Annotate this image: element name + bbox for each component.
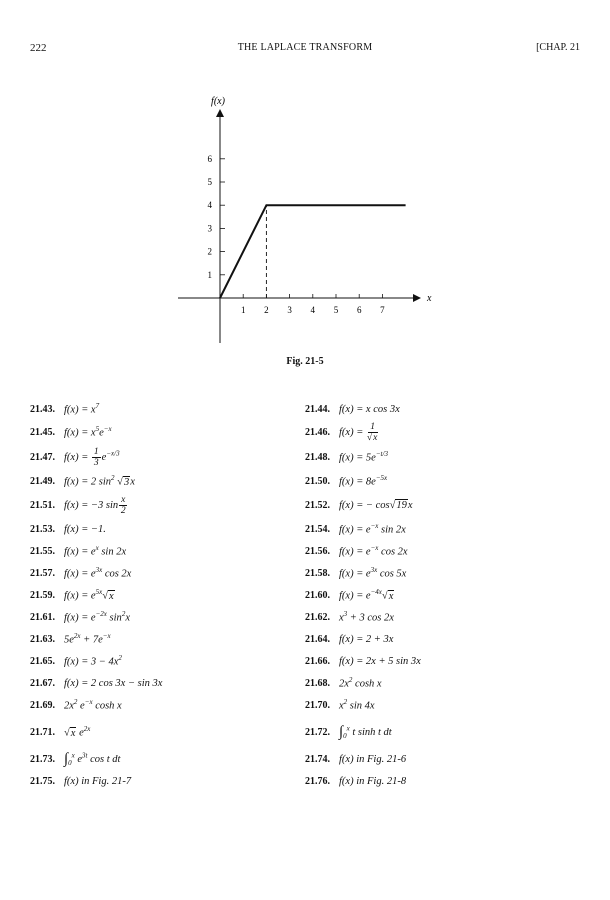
x-tick-label: 5	[333, 305, 339, 315]
problem-item	[305, 566, 580, 580]
problem-row	[30, 562, 580, 584]
x-tick-label: 7	[380, 305, 385, 315]
problem-expression: $2x^2$ $e^{-x}$ cosh x	[64, 698, 122, 712]
problem-expression: f(x) = $\frac{1}{√x}$	[339, 421, 378, 443]
problem-item	[30, 544, 305, 558]
problem-row	[30, 748, 580, 770]
problem-item	[30, 725, 305, 739]
page-number: 222	[30, 42, 47, 54]
problem-item	[305, 588, 580, 602]
problem-row	[30, 716, 580, 748]
x-tick-label: 2	[264, 305, 269, 315]
problem-number: 21.56.	[305, 545, 330, 557]
problem-item	[305, 754, 580, 765]
problem-expression: $x^3 + 3$ cos 2x	[339, 610, 394, 624]
problem-row	[30, 518, 580, 540]
figure-caption: Fig. 21-5	[286, 356, 324, 367]
problem-expression: f(x) = $\frac{1}{3}$ $e^{-x/3}$	[64, 446, 120, 468]
problem-item	[305, 522, 580, 536]
problem-expression: $\int_0^x$ t sinh t dt	[339, 723, 392, 740]
problem-item	[305, 500, 580, 511]
y-tick-label: 6	[207, 153, 212, 164]
problem-number: 21.55.	[30, 545, 55, 557]
problem-item	[305, 422, 580, 443]
problem-number: 21.43.	[30, 403, 55, 415]
chapter-label: [CHAP. 21	[536, 42, 580, 53]
problem-item	[30, 698, 305, 712]
problem-expression: f(x) in Fig. 21-6	[339, 753, 407, 765]
problem-row	[30, 398, 580, 420]
problem-row	[30, 470, 580, 492]
problem-expression: f(x) = −3 sin $\frac{x}{2}$	[64, 494, 126, 516]
problem-item	[305, 698, 580, 712]
problem-number: 21.74.	[305, 753, 330, 765]
problem-number: 21.73.	[30, 753, 55, 765]
figure-21-5	[0, 0, 610, 350]
x-axis-label: x	[427, 293, 432, 304]
problem-expression: f(x) = −1.	[64, 523, 106, 535]
problem-row	[30, 420, 580, 444]
y-tick-label: 4	[207, 200, 212, 211]
x-tick-label: 6	[356, 305, 362, 315]
problem-item	[30, 447, 305, 468]
problem-expression: f(x) in Fig. 21-8	[339, 775, 407, 787]
problem-number: 21.59.	[30, 589, 55, 601]
problem-number: 21.69.	[30, 699, 55, 711]
problem-number: 21.49.	[30, 475, 55, 487]
problem-row	[30, 694, 580, 716]
y-tick-label: 1	[207, 269, 212, 280]
problem-expression: $f(x) = e^{-4x}√x$	[339, 588, 394, 602]
problem-expression: f(x) = 2 cos 3x − sin 3x	[64, 677, 163, 689]
problem-number: 21.63.	[30, 633, 55, 645]
problem-expression: $f(x) = e^{5x}√x$	[64, 588, 114, 602]
x-tick-label: 1	[240, 305, 246, 315]
problem-item	[305, 544, 580, 558]
problem-expression: $f(x) = e^{3x}$ cos 5x	[339, 566, 407, 580]
problem-expression: f(x) in Fig. 21-7	[64, 775, 132, 787]
problem-expression: f(x) = 2 $\sin^2 √3x$	[64, 474, 135, 488]
problem-number: 21.72.	[305, 726, 330, 738]
y-tick-label: 2	[207, 246, 212, 257]
problem-item	[30, 751, 305, 768]
y-axis-label: f(x)	[211, 96, 225, 107]
x-tick-label: 3	[287, 305, 292, 315]
function-graph-line	[220, 205, 406, 298]
problem-expression: $f(x) = 3 - 4x^2$	[64, 654, 122, 668]
y-tick-label: 5	[207, 177, 212, 187]
problem-expression: f(x) = − cos√19x	[339, 499, 413, 511]
problem-item	[30, 566, 305, 580]
problem-number: 21.57.	[30, 567, 55, 579]
problem-list	[30, 398, 580, 792]
problem-row	[30, 628, 580, 650]
problem-expression: $f(x) = x^5e^{-x}$	[64, 425, 112, 439]
problem-number: 21.65.	[30, 655, 55, 667]
problem-number: 21.68.	[305, 677, 330, 689]
problem-expression: f(x) = 2x + 5 sin 3x	[339, 655, 421, 667]
problem-row	[30, 672, 580, 694]
problem-number: 21.70.	[305, 699, 330, 711]
problem-item	[30, 654, 305, 668]
problem-row	[30, 444, 580, 470]
problem-item	[305, 676, 580, 690]
problem-number: 21.52.	[305, 499, 330, 511]
x-tick-label: 4	[310, 305, 316, 315]
problem-row	[30, 492, 580, 518]
problem-expression: $x^2$ sin 4x	[339, 698, 375, 712]
problem-item	[30, 474, 305, 488]
problem-item	[305, 474, 580, 488]
problem-expression: $f(x) = e^{3x}$ cos 2x	[64, 566, 132, 580]
problem-item	[30, 588, 305, 602]
problem-row	[30, 540, 580, 562]
problem-expression: $f(x) = e^{-x}$ sin 2x	[339, 522, 406, 536]
problem-item	[30, 776, 305, 787]
problem-expression: f(x) = 2 + 3x	[339, 633, 394, 645]
problem-item	[30, 632, 305, 646]
running-title: THE LAPLACE TRANSFORM	[237, 42, 373, 53]
problem-number: 21.51.	[30, 499, 55, 511]
problem-item	[30, 425, 305, 439]
problem-number: 21.64.	[305, 633, 330, 645]
problem-row	[30, 650, 580, 672]
problem-item	[305, 634, 580, 645]
problem-row	[30, 606, 580, 628]
problem-item	[30, 524, 305, 535]
problem-expression: $f(x) = x^7$	[64, 402, 100, 416]
problem-number: 21.47.	[30, 451, 55, 463]
problem-number: 21.45.	[30, 426, 55, 438]
problem-item	[30, 495, 305, 516]
problem-number: 21.61.	[30, 611, 55, 623]
problem-item	[30, 402, 305, 416]
problem-number: 21.53.	[30, 523, 55, 535]
problem-number: 21.50.	[305, 475, 330, 487]
problem-expression: $f(x) = e^x$ sin 2x	[64, 544, 127, 558]
problem-expression: $2x^2$ cosh x	[339, 676, 382, 690]
problem-number: 21.67.	[30, 677, 55, 689]
problem-item	[305, 724, 580, 741]
problem-expression: $5e^{2x} + 7e^{-x}$	[64, 632, 111, 646]
problem-item	[305, 656, 580, 667]
problem-item	[305, 776, 580, 787]
problem-number: 21.54.	[305, 523, 330, 535]
problem-expression: $f(x) = 5e^{-t/3}$	[339, 450, 388, 464]
y-tick-label: 3	[207, 223, 212, 234]
problem-number: 21.76.	[305, 775, 330, 787]
problem-number: 21.44.	[305, 403, 330, 415]
problem-item	[305, 450, 580, 464]
problem-number: 21.48.	[305, 451, 330, 463]
problem-item	[305, 610, 580, 624]
problem-row	[30, 584, 580, 606]
problem-number: 21.60.	[305, 589, 330, 601]
problem-number: 21.58.	[305, 567, 330, 579]
problem-item	[30, 610, 305, 624]
problem-expression: $f(x) = 8e^{-5x}$	[339, 474, 388, 488]
problem-expression: √x $e^{2x}$	[64, 725, 91, 739]
problem-expression: $f(x) = e^{-x}$ cos 2x	[339, 544, 408, 558]
problem-item	[305, 404, 580, 415]
problem-item	[30, 678, 305, 689]
problem-expression: $f(x) = e^{-2x}$ $\sin^2x$	[64, 610, 130, 624]
problem-number: 21.46.	[305, 426, 330, 438]
problem-row	[30, 770, 580, 792]
problem-number: 21.75.	[30, 775, 55, 787]
problem-expression: f(x) = x cos 3x	[339, 403, 400, 415]
problem-expression: $\int_0^x$ $e^{3t}$ cos t dt	[64, 750, 121, 767]
problem-number: 21.62.	[305, 611, 330, 623]
problem-number: 21.71.	[30, 726, 55, 738]
problem-number: 21.66.	[305, 655, 330, 667]
